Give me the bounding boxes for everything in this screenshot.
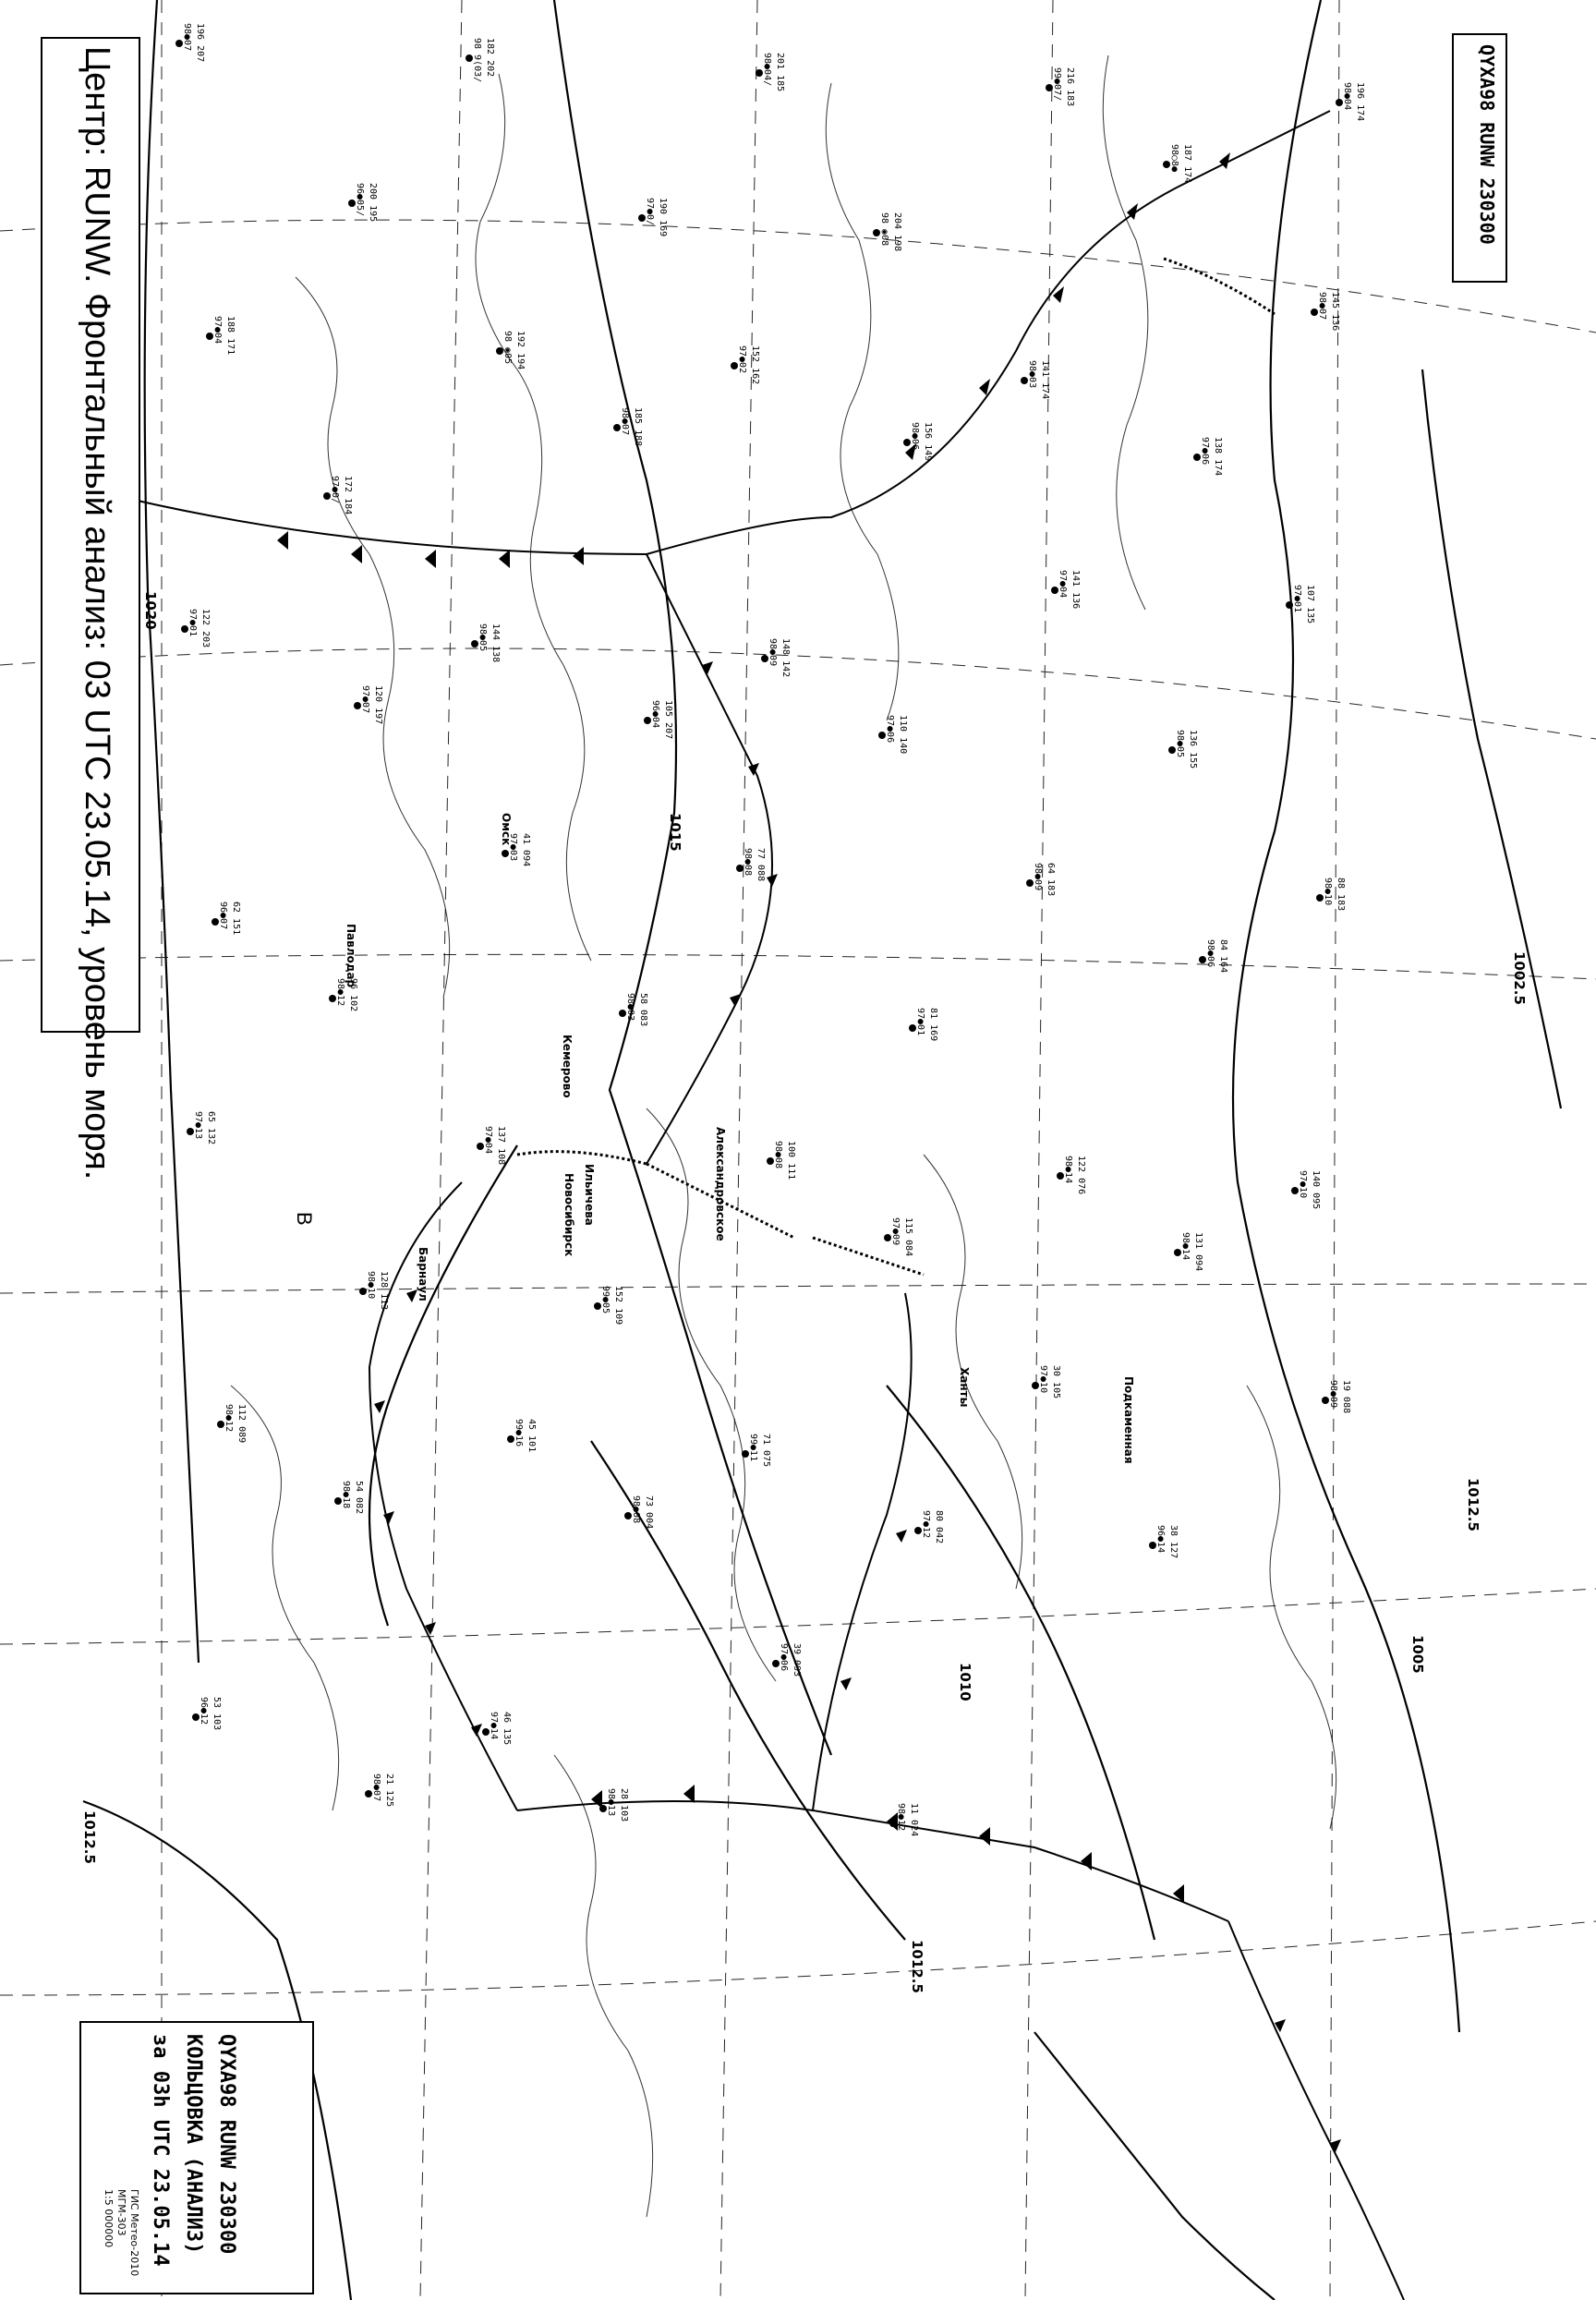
station-pressure: 196 174 (1355, 82, 1365, 122)
station-pressure: 144 138 (490, 623, 501, 663)
station-dot (1032, 1382, 1039, 1389)
station-dot (613, 424, 621, 431)
isobar-label: 1012.5 (909, 1940, 925, 1993)
station-weather: 99●16 (514, 1419, 524, 1447)
station-pressure: 136 155 (1188, 730, 1198, 769)
station-weather: 98●03 (1027, 360, 1037, 389)
station-dot (1026, 879, 1034, 887)
station-weather: 97●12 (921, 1510, 931, 1539)
station-weather: 98●12 (896, 1803, 906, 1832)
station-dot (903, 439, 911, 446)
station-pressure: 152 109 (613, 1286, 623, 1326)
station-pressure: 39 093 (792, 1643, 802, 1677)
station-pressure: 62 151 (231, 902, 241, 936)
station-weather: 98●14 (1180, 1232, 1191, 1261)
station-weather: 98 ◉05 (502, 331, 513, 365)
station-weather: 98●05 (478, 623, 488, 652)
station-weather: 99●07/ (1052, 67, 1062, 102)
station-pressure: 71 075 (761, 1434, 771, 1468)
station-pressure: 84 164 (1218, 939, 1228, 974)
station-weather: 96●14 (1155, 1525, 1166, 1554)
station-pressure: 28 103 (619, 1788, 629, 1822)
isobar-label: 1010 (957, 1663, 973, 1701)
station-dot (354, 702, 361, 709)
station-dot (1168, 746, 1176, 754)
city-label: Новосибирск (562, 1173, 575, 1257)
station-weather: 97●09 (890, 1217, 901, 1246)
station-dot (594, 1302, 601, 1310)
station-weather: 97●14 (489, 1712, 499, 1740)
station-dot (329, 995, 336, 1002)
station-weather: 97●06 (1200, 437, 1210, 466)
station-dot (599, 1805, 607, 1812)
header-title: Центр: RUNW. Фронтальный анализ: 03 UTC 23.05.14, уровень моря. (78, 46, 116, 1180)
station-dot (772, 1660, 780, 1667)
station-weather: 97●06 (779, 1643, 789, 1672)
legend-scale: 1:5 000000 (103, 2189, 115, 2248)
station-dot (477, 1143, 484, 1150)
station-dot (507, 1435, 514, 1443)
station-pressure: 137 108 (496, 1126, 506, 1166)
city-label: Ильичева (583, 1164, 596, 1226)
station-pressure: 196 207 (195, 23, 205, 63)
station-pressure: 200 195 (368, 183, 378, 223)
station-pressure: 172 184 (343, 476, 353, 515)
station-dot (206, 333, 213, 340)
station-weather: 98●06 (1205, 939, 1215, 968)
station-dot (1051, 587, 1058, 594)
isobar-label: 1012.5 (81, 1810, 98, 1864)
station-dot (1291, 1187, 1299, 1194)
station-pressure: 192 194 (515, 331, 526, 370)
station-dot (466, 54, 473, 62)
station-weather: 97●0/ (330, 476, 340, 504)
station-pressure: 185 188 (633, 407, 643, 447)
station-weather: 97●07 (360, 685, 370, 714)
station-pressure: 128 113 (379, 1271, 389, 1311)
station-pressure: 80 042 (934, 1510, 944, 1544)
station-dot (1021, 377, 1028, 384)
station-dot (217, 1421, 224, 1428)
station-pressure: 190 169 (658, 198, 668, 237)
station-pressure: 188 171 (225, 316, 236, 356)
station-weather: 98●08 (743, 848, 753, 877)
station-weather: 96●12 (199, 1697, 209, 1725)
city-label: Омск (500, 813, 513, 846)
station-dot (1174, 1249, 1181, 1256)
station-weather: 99●11 (748, 1434, 758, 1462)
station-weather: 98●09 (1328, 1380, 1338, 1409)
station-dot (742, 1450, 749, 1458)
station-dot (914, 1527, 922, 1534)
station-dot (889, 1820, 897, 1827)
city-label: Кемерово (561, 1035, 574, 1098)
station-weather: 97●13 (193, 1111, 203, 1140)
legend-code: QYXA98 RUNW 230300 (215, 2034, 238, 2255)
station-weather: 98●08 (631, 1495, 641, 1524)
station-dot (348, 200, 356, 207)
station-pressure: 38 127 (1168, 1525, 1179, 1559)
station-pressure: 216 183 (1065, 67, 1075, 107)
station-pressure: 182 202 (485, 38, 495, 78)
station-dot (181, 625, 188, 633)
station-pressure: 141 174 (1040, 360, 1050, 400)
station-weather: 98●08 (773, 1141, 783, 1169)
station-weather: 98●13 (606, 1788, 616, 1817)
station-weather: 97●01 (1292, 585, 1302, 613)
station-weather: 98●05 (1175, 730, 1185, 758)
station-weather: 96●04 (650, 700, 660, 729)
station-dot (212, 918, 219, 926)
station-pressure: 41 094 (521, 833, 531, 867)
station-weather: 97●04 (212, 316, 223, 345)
station-dot (187, 1128, 194, 1135)
city-label: Барнаул (417, 1247, 429, 1301)
station-dot (1046, 84, 1053, 91)
station-dot (1199, 956, 1206, 963)
station-pressure: 81 169 (928, 1008, 938, 1042)
station-weather: 98●10 (1323, 878, 1333, 906)
station-dot (482, 1728, 490, 1736)
station-pressure: 110 140 (898, 715, 908, 755)
station-pressure: 138 174 (1213, 437, 1223, 477)
legend-time: за 03h UTC 23.05.14 (149, 2034, 172, 2267)
station-weather: 98●18 (341, 1481, 351, 1509)
station-dot (1286, 601, 1293, 609)
station-dot (1149, 1542, 1156, 1549)
station-pressure: 105 207 (663, 700, 673, 740)
station-pressure: 64 183 (1046, 863, 1056, 897)
station-pressure: 54 082 (354, 1481, 364, 1515)
station-pressure: 140 095 (1311, 1170, 1321, 1210)
station-dot (359, 1288, 367, 1295)
station-dot (1311, 309, 1318, 316)
station-weather: 98●09 (768, 638, 778, 667)
station-dot (878, 732, 886, 739)
station-weather: 97●10 (1038, 1365, 1048, 1394)
station-dot (619, 1010, 626, 1017)
station-dot (471, 640, 478, 648)
station-dot (873, 229, 880, 236)
station-dot (1057, 1172, 1064, 1180)
station-pressure: 204 198 (892, 212, 902, 252)
station-weather: 98●06 (910, 422, 920, 451)
station-dot (334, 1497, 342, 1505)
station-weather: 97●10 (1298, 1170, 1308, 1199)
city-label: Подкаменная (1122, 1376, 1135, 1464)
station-dot (909, 1024, 916, 1032)
station-dot (884, 1234, 891, 1241)
legend-device: МГМ-303 (115, 2189, 127, 2236)
station-pressure: 30 105 (1051, 1365, 1061, 1399)
isobar-label: 1015 (667, 813, 683, 852)
station-weather: 97●03 (508, 833, 518, 862)
header-code: QYXA98 RUNW 230300 (1476, 44, 1498, 245)
station-dot (175, 40, 183, 47)
station-dot (756, 69, 763, 77)
station-pressure: 21 125 (384, 1773, 394, 1808)
station-dot (767, 1157, 774, 1165)
station-weather: 98 ◉08 (879, 212, 889, 247)
station-pressure: 58 083 (638, 993, 648, 1027)
station-dot (496, 347, 503, 355)
station-weather: 96●05/ (355, 183, 365, 217)
isobar-label: 1020 (142, 591, 159, 630)
station-pressure: 96 102 (348, 978, 358, 1012)
station-pressure: 11 024 (909, 1803, 919, 1837)
station-pressure: 152 162 (750, 345, 760, 385)
station-pressure: 53 103 (212, 1697, 222, 1731)
station-weather: 98●03 (625, 993, 635, 1022)
station-dot (1193, 454, 1201, 461)
station-pressure: 19 088 (1341, 1380, 1351, 1414)
station-dot (761, 655, 768, 662)
station-weather: 98●04/ (762, 53, 772, 87)
station-weather: 98●07 (182, 23, 192, 52)
station-weather: 97●0/ (645, 198, 655, 226)
city-label: Павлодар (345, 924, 357, 988)
station-dot (644, 717, 651, 724)
isobar-label: 1012.5 (1465, 1478, 1481, 1531)
station-dot (323, 492, 331, 500)
station-dot (624, 1512, 632, 1519)
station-weather: 96●07 (218, 902, 228, 930)
station-dot (365, 1790, 372, 1798)
station-weather: 97●01 (915, 1008, 925, 1036)
station-pressure: 88 183 (1336, 878, 1346, 912)
station-weather: 99●05 (600, 1286, 611, 1314)
station-dot (1163, 161, 1170, 168)
station-weather: 98●07 (1317, 292, 1327, 321)
city-label: Ханты (958, 1367, 971, 1408)
station-weather: 98●07 (620, 407, 630, 436)
station-pressure: 201 185 (775, 53, 785, 92)
station-weather: 97●04 (483, 1126, 493, 1155)
station-dot (638, 214, 646, 222)
station-pressure: 148 142 (780, 638, 791, 678)
isobar-label: 1005 (1409, 1635, 1426, 1674)
station-pressure: 77 088 (756, 848, 766, 882)
station-pressure: 100 111 (786, 1141, 796, 1180)
station-pressure: 73 004 (644, 1495, 654, 1530)
station-weather: 98●07 (371, 1773, 381, 1802)
station-pressure: 141 136 (1070, 570, 1081, 610)
legend-software: ГИС Метео-2010 (128, 2189, 140, 2277)
station-weather: 98●12 (335, 978, 345, 1007)
station-pressure: 187 174 (1182, 144, 1192, 184)
station-weather: 98○8● (1169, 144, 1179, 173)
station-weather: 98●09 (1033, 863, 1043, 891)
station-weather: 97●06 (885, 715, 895, 744)
station-weather: 97●04 (1058, 570, 1068, 599)
station-dot (1322, 1397, 1329, 1404)
station-dot (502, 850, 509, 857)
high-pressure-center: В (293, 1212, 316, 1226)
station-pressure: 156 149 (923, 422, 933, 462)
station-pressure: 145 136 (1330, 292, 1340, 332)
station-weather: 98●10 (366, 1271, 376, 1300)
station-weather: 98●12 (224, 1404, 234, 1433)
station-pressure: 122 203 (200, 609, 211, 648)
station-pressure: 112 089 (236, 1404, 247, 1444)
station-weather: 97●01 (187, 609, 198, 637)
station-dot (192, 1713, 200, 1721)
isobar-label: 1002.5 (1511, 951, 1528, 1005)
city-label: Александровское (714, 1127, 727, 1241)
station-pressure: 45 101 (526, 1419, 537, 1453)
station-dot (1336, 99, 1343, 106)
station-weather: 98●14 (1063, 1156, 1073, 1184)
station-pressure: 65 132 (206, 1111, 216, 1145)
station-pressure: 115 084 (903, 1217, 913, 1257)
station-weather: 98●04 (1342, 82, 1352, 111)
station-pressure: 120 197 (373, 685, 383, 725)
station-pressure: 122 076 (1076, 1156, 1086, 1195)
station-pressure: 46 135 (502, 1712, 512, 1746)
station-dot (736, 865, 744, 872)
station-pressure: 107 135 (1305, 585, 1315, 624)
legend-title: КОЛЬЦОВКА (АНАЛИЗ) (182, 2034, 205, 2255)
station-dot (731, 362, 738, 369)
station-weather: 97●02 (737, 345, 747, 374)
station-weather: 98 9(03/ (472, 38, 482, 83)
station-dot (1316, 894, 1324, 902)
station-pressure: 131 094 (1193, 1232, 1203, 1272)
